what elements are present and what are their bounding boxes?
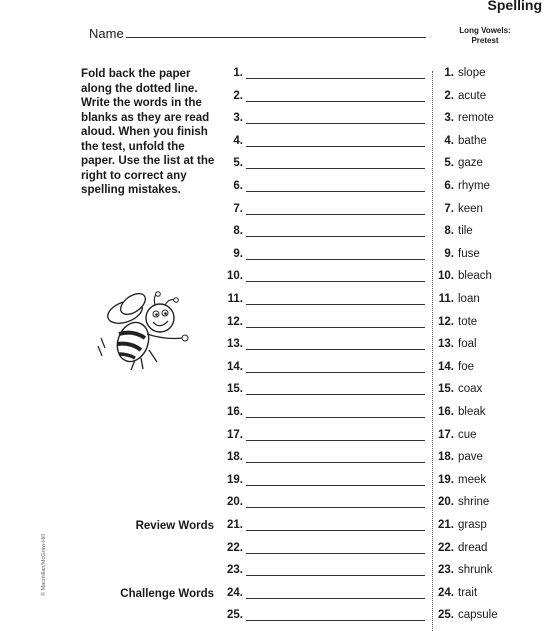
answer-number: 11. (438, 293, 454, 305)
answer-word: tile (458, 225, 473, 238)
answer-word: loan (458, 293, 480, 305)
subtitle-line-1: Long Vowels: (459, 26, 511, 35)
answer-number: 5. (444, 157, 454, 170)
answer-number: 20. (438, 496, 454, 509)
answer-word: tote (458, 315, 478, 328)
page-title: Spelling (487, 0, 542, 13)
answer-number: 10. (438, 270, 454, 283)
answer-number: 14. (438, 360, 454, 373)
answer-blank[interactable] (246, 327, 425, 328)
blank-number: 17. (227, 428, 243, 441)
answer-blank[interactable] (246, 78, 425, 79)
answer-blank[interactable] (246, 101, 425, 102)
answer-word: gaze (458, 157, 483, 170)
blank-number: 6. (233, 180, 243, 192)
answer-word: shrine (458, 496, 490, 509)
answer-blank[interactable] (246, 394, 425, 395)
answer-word: foe (458, 360, 474, 373)
answer-word: coax (458, 383, 483, 396)
answer-number: 12. (438, 315, 454, 328)
blank-number: 13. (227, 338, 243, 351)
blank-number: 18. (227, 451, 243, 464)
name-field[interactable] (126, 37, 426, 38)
bee-illustration (95, 290, 195, 380)
blank-number: 3. (233, 112, 243, 125)
blank-number: 22. (227, 541, 243, 554)
blank-number: 10. (227, 270, 243, 283)
answer-number: 17. (438, 428, 454, 441)
blank-number: 9. (233, 247, 243, 260)
blank-number: 7. (233, 202, 243, 215)
blank-number: 1. (233, 67, 243, 79)
blank-number: 5. (233, 157, 243, 170)
answer-number: 13. (438, 338, 454, 351)
answer-blank[interactable] (246, 259, 425, 260)
blank-number: 21. (227, 519, 243, 531)
answer-blank[interactable] (246, 440, 425, 441)
answer-blank[interactable] (246, 553, 425, 554)
answer-number: 22. (438, 541, 454, 554)
answer-word: grasp (458, 519, 487, 531)
blank-number: 14. (227, 360, 243, 373)
answer-blank[interactable] (246, 507, 425, 508)
answer-number: 19. (438, 473, 454, 486)
answer-word: meek (458, 473, 487, 486)
answer-number: 6. (444, 180, 454, 192)
challenge-words-label: Challenge Words (120, 588, 214, 600)
answer-word: keen (458, 202, 483, 215)
answer-blank[interactable] (246, 304, 425, 305)
answer-blank[interactable] (246, 575, 425, 576)
answer-blank[interactable] (246, 417, 425, 418)
answer-word: acute (458, 89, 487, 102)
blank-number: 19. (227, 473, 243, 486)
blank-number: 23. (227, 564, 243, 577)
worksheet-subtitle (440, 26, 530, 46)
answer-blank[interactable] (246, 530, 425, 531)
answer-blank[interactable] (246, 349, 425, 350)
answer-number: 9. (444, 247, 454, 260)
blank-number: 8. (233, 225, 243, 238)
blank-number: 20. (227, 496, 243, 509)
answer-number: 1. (444, 67, 454, 79)
answer-word: capsule (458, 609, 498, 622)
answer-blank[interactable] (246, 146, 425, 147)
answer-number: 15. (438, 383, 454, 396)
answer-word: bleak (458, 406, 486, 418)
blank-number: 4. (233, 134, 243, 147)
answer-word: shrunk (458, 564, 493, 577)
answer-number: 21. (438, 519, 454, 531)
answer-blank[interactable] (246, 214, 425, 215)
answer-number: 3. (444, 112, 454, 125)
answer-number: 8. (444, 225, 454, 238)
answer-blank[interactable] (246, 168, 425, 169)
answer-number: 18. (438, 451, 454, 464)
answer-number: 7. (444, 202, 454, 215)
answer-blank[interactable] (246, 372, 425, 373)
blank-number: 2. (233, 89, 243, 102)
blank-number: 11. (227, 293, 243, 305)
answer-word: fuse (458, 247, 480, 260)
blank-number: 16. (227, 406, 243, 418)
answer-number: 23. (438, 564, 454, 577)
blank-number: 15. (227, 383, 243, 396)
answer-blank[interactable] (246, 236, 425, 237)
answer-blank[interactable] (246, 620, 425, 621)
answer-word: slope (458, 67, 486, 79)
answer-word: remote (458, 112, 494, 125)
answer-number: 4. (444, 134, 454, 147)
answer-word: cue (458, 428, 477, 441)
answer-word: pave (458, 451, 483, 464)
answer-word: bathe (458, 134, 487, 147)
answer-number: 16. (438, 406, 454, 418)
answer-blank[interactable] (246, 598, 425, 599)
instructions: Fold back the paper along the dotted line. Write the words in the blanks as they are read aloud. When you finish the test, unfold the paper. Use the list at the right to correct any spelling mistakes. (81, 67, 215, 196)
copyright-credit: © Macmillan/McGraw-Hill (41, 534, 47, 596)
subtitle-line-2: Pretest (471, 36, 499, 45)
name-label: Name (89, 26, 124, 41)
answer-number: 24. (438, 586, 454, 599)
blank-number: 25. (227, 609, 243, 622)
review-words-label: Review Words (135, 520, 214, 532)
answer-word: bleach (458, 270, 492, 283)
blank-number: 12. (227, 315, 243, 328)
answer-number: 25. (438, 609, 454, 622)
answer-blank[interactable] (246, 123, 425, 124)
answer-word: trait (458, 586, 478, 599)
answer-number: 2. (444, 89, 454, 102)
blank-number: 24. (227, 586, 243, 599)
answer-blank[interactable] (246, 462, 425, 463)
answer-blank[interactable] (246, 485, 425, 486)
answer-word: rhyme (458, 180, 490, 192)
answer-blank[interactable] (246, 191, 425, 192)
answer-word: foal (458, 338, 477, 351)
answer-word: dread (458, 541, 488, 554)
answer-blank[interactable] (246, 281, 425, 282)
